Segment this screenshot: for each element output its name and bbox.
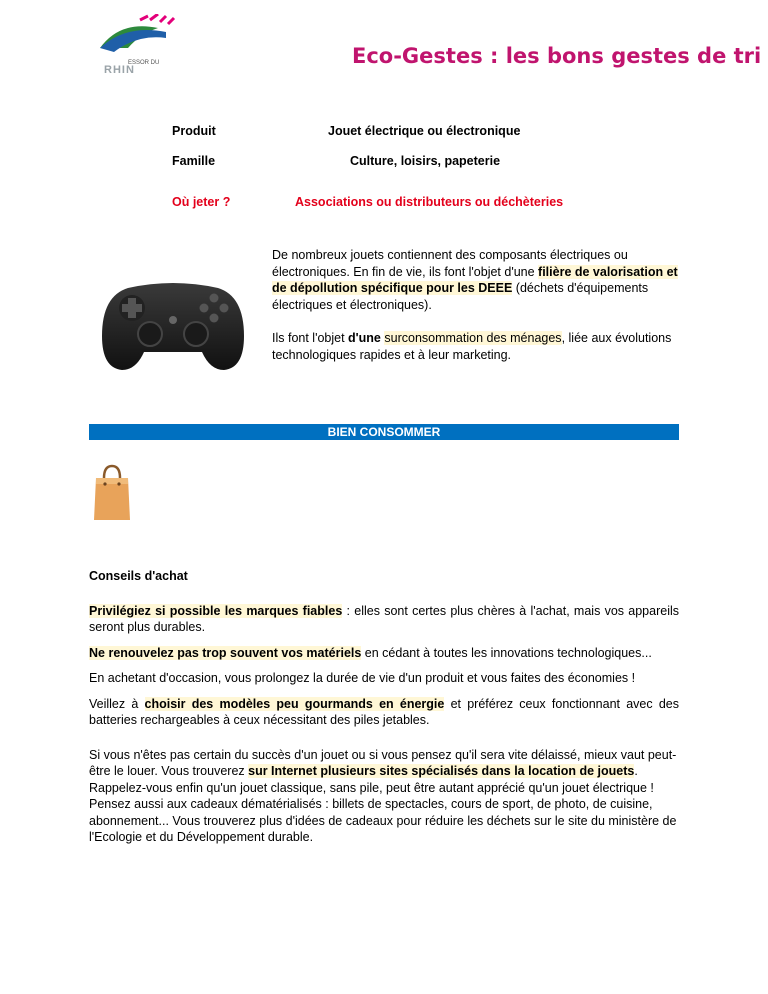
- product-description: [272, 247, 680, 380]
- desc-p2-bold: d'une: [348, 331, 381, 345]
- desc-p1-end: (déchets d'équipements électriques et électroniques).: [272, 281, 649, 312]
- desc-p1-highlight: filière de valorisation et de dépollution spécifique pour les DEEE: [272, 264, 678, 295]
- conseil-5-highlight: sur Internet plusieurs sites spécialisés dans la location de jouets: [248, 764, 635, 778]
- conseil-5-end: . Rappelez-vous enfin qu'un jouet classique, sans pile, peut être autant apprécié qu'un jouet électrique ! Pensez aussi aux cadeaux dématérialisés : billets de spectacles, cours de sport, de photo, de cuisine, abonnement... Vous trouverez plus d'idées de cadeaux pour réduire les déchets sur le site du ministère de l'Ecologie et du Développement durable.: [89, 764, 677, 844]
- description-paragraph-2: [272, 330, 680, 363]
- conseil-4: [89, 696, 679, 729]
- desc-p2-text: Ils font l'objet: [272, 331, 349, 345]
- desc-p2-end: , liée aux évolutions technologiques rapides et à leur marketing.: [272, 331, 672, 362]
- conseil-5-text: Si vous n'êtes pas certain du succès d'un jouet ou si vous pensez qu'il sera vite délaissé, mieux vaut peut-être le louer. Vous trouverez: [89, 747, 677, 778]
- conseil-1: [89, 603, 679, 636]
- banner-label: BIEN CONSOMMER: [327, 425, 441, 439]
- desc-p2-highlight: surconsommation des ménages: [384, 331, 562, 345]
- shopping-bag-icon: [92, 464, 132, 522]
- produit-value: Jouet électrique ou électronique: [328, 124, 521, 138]
- description-paragraph-1: [272, 247, 680, 313]
- conseil-2: [89, 645, 679, 662]
- conseil-2-highlight: Ne renouvelez pas trop souvent vos matériels: [89, 645, 362, 660]
- conseil-5: [89, 747, 679, 846]
- conseils-heading: Conseils d'achat: [89, 569, 188, 583]
- page-title: Eco-Gestes : les bons gestes de tri: [352, 44, 762, 68]
- conseils-section: [89, 568, 679, 855]
- conseil-4-text: Veillez à: [89, 696, 145, 711]
- famille-label: Famille: [172, 154, 216, 168]
- gamepad-image: [98, 276, 248, 376]
- famille-value: Culture, loisirs, papeterie: [350, 154, 501, 168]
- conseil-3: En achetant d'occasion, vous prolongez la durée de vie d'un produit et vous faites des économies !: [89, 671, 636, 685]
- logo-caption: RHIN: [104, 64, 135, 76]
- ou-jeter-value: Associations ou distributeurs ou déchèteries: [295, 195, 564, 209]
- desc-p1-text: De nombreux jouets contiennent des composants électriques ou électroniques. En fin de vie, ils font l'objet d'une: [272, 248, 628, 279]
- produit-label: Produit: [172, 124, 216, 138]
- conseil-1-text: : elles sont certes plus chères à l'achat, mais vos appareils seront plus durables.: [89, 603, 679, 634]
- ou-jeter-label: Où jeter ?: [172, 195, 231, 209]
- bien-consommer-banner: [89, 424, 679, 440]
- conseil-1-highlight: Privilégiez si possible les marques fiables: [89, 603, 343, 618]
- conseil-4-end: et préférez ceux fonctionnant avec des batteries rechargeables à ceux nécessitant des piles jetables.: [89, 696, 679, 727]
- conseil-4-highlight: choisir des modèles peu gourmands en énergie: [144, 696, 445, 711]
- logo-communaute-essor-du-rhin: [80, 14, 200, 78]
- conseil-2-text: en cédant à toutes les innovations technologiques...: [361, 645, 652, 660]
- svg-text:ESSOR DU: ESSOR DU: [128, 60, 160, 66]
